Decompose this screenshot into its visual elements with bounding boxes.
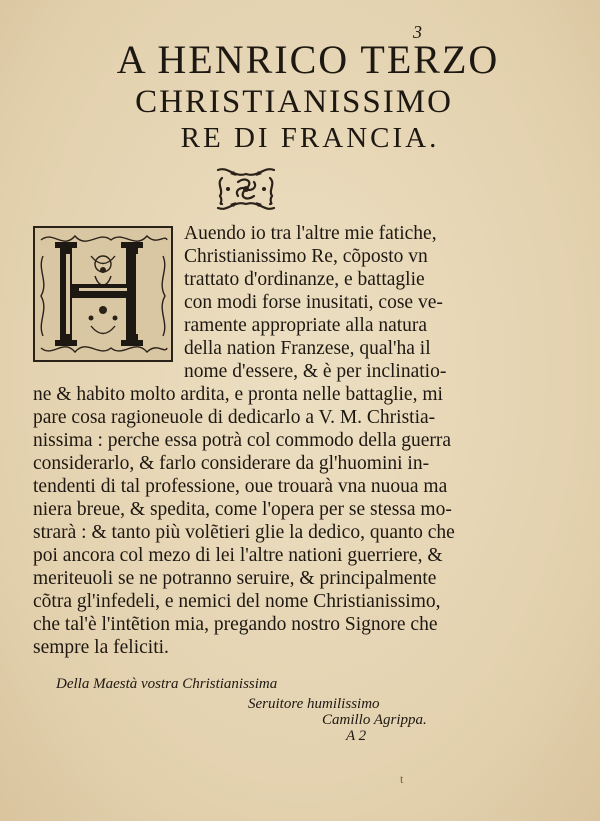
text-line: pare cosa ragioneuole di dedicarlo a V. M. Christia- xyxy=(33,407,436,428)
title-line-1: A HENRICO TERZO xyxy=(116,37,500,82)
dedication-text xyxy=(0,222,600,662)
signature-mark: A 2 xyxy=(346,728,367,744)
margin-mark: t xyxy=(400,772,404,786)
closing-servant: Seruitore humilissimo xyxy=(248,696,380,712)
text-line: Auendo io tra l'altre mie fatiche, xyxy=(184,223,437,244)
text-line: della nation Franzese, qual'ha il xyxy=(184,338,431,359)
text-line: poi ancora col mezo di lei l'altre nationi guerriere, & xyxy=(33,545,443,566)
text-line: Christianissimo Re, cõposto vn xyxy=(184,246,428,267)
title-line-2: CHRISTIANISSIMO xyxy=(135,84,453,120)
text-line: tendenti di tal professione, oue trouarà vna nuoua ma xyxy=(33,476,448,497)
text-line: con modi forse inusitati, cose ve- xyxy=(184,292,443,313)
text-line: niera breue, & spedita, come l'opera per se stessa mo- xyxy=(33,499,452,520)
text-line: trattato d'ordinanze, e battaglie xyxy=(184,269,425,290)
text-line: che tal'è l'intẽtion mia, pregando nostro Signore che xyxy=(33,614,438,635)
text-line: cõtra gl'infedeli, e nemici del nome Christianissimo, xyxy=(33,591,441,612)
text-line: ne & habito molto ardita, e pronta nelle battaglie, mi xyxy=(33,384,443,405)
text-line: considerarlo, & farlo considerare da gl'huomini in- xyxy=(33,453,430,474)
author-name: Camillo Agrippa. xyxy=(322,712,427,728)
closing-salutation: Della Maestà vostra Christianissima xyxy=(56,676,278,692)
title-line-3: RE DI FRANCIA. xyxy=(180,122,440,154)
text-line: ramente appropriate alla natura xyxy=(184,315,428,336)
text-line: meriteuoli se ne potranno seruire, & principalmente xyxy=(33,568,437,589)
fleuron-ornament-icon xyxy=(214,164,278,214)
page-number: 3 xyxy=(413,22,422,42)
text-line: nome d'essere, & è per inclinatio- xyxy=(184,361,447,382)
text-line: nissima : perche essa potrà col commodo della guerra xyxy=(33,430,452,451)
text-line: strarà : & tanto più volẽtieri glie la dedico, quanto che xyxy=(33,522,455,543)
text-line: sempre la feliciti. xyxy=(33,637,169,658)
